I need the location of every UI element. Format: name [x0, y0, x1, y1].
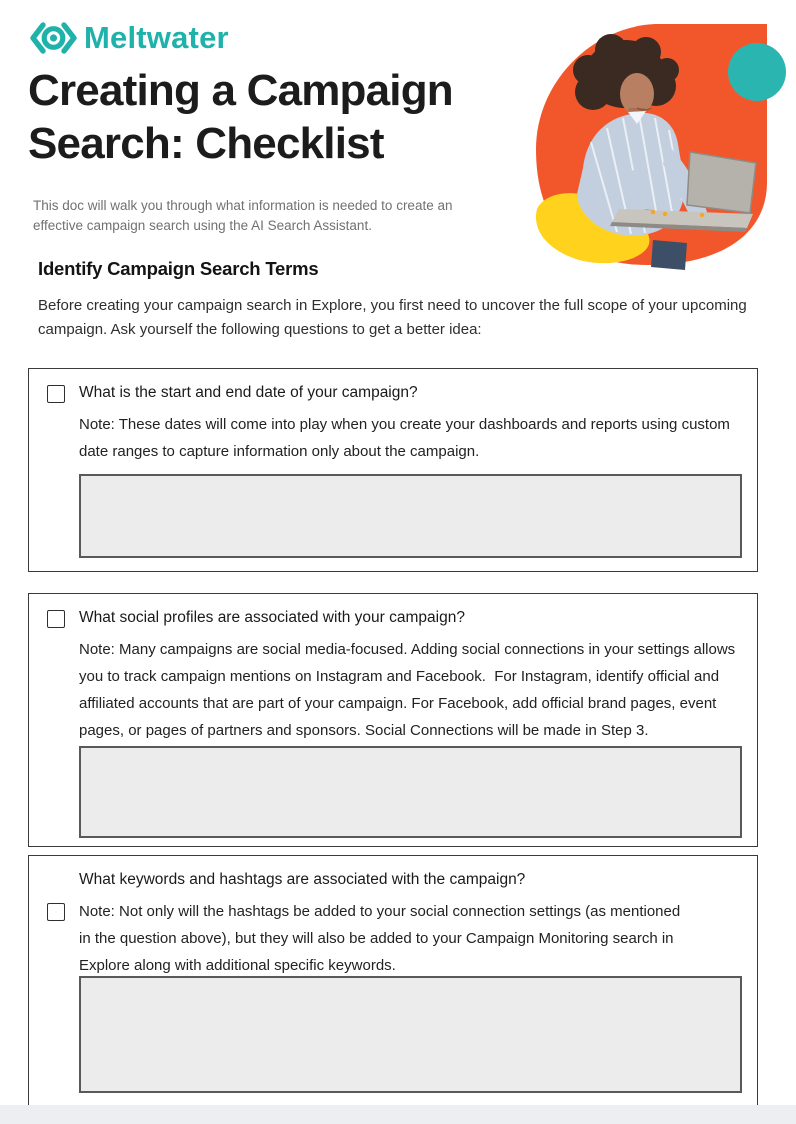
checklist-item-keywords-hashtags	[28, 855, 758, 1117]
checklist-item-dates	[28, 368, 758, 572]
checkbox[interactable]	[47, 385, 65, 403]
teal-circle-accent	[728, 43, 786, 101]
meltwater-logo	[30, 20, 229, 56]
checklist-item-content	[79, 868, 742, 979]
brand-name: Meltwater	[84, 20, 229, 55]
section-description: Before creating your campaign search in Explore, you first need to uncover the full scope of your upcoming campaign. Ask yourself the following questions to get a better idea:	[38, 297, 747, 338]
checkbox[interactable]	[47, 903, 65, 921]
intro-text: This doc will walk you through what information is needed to create an effective campaign search using the AI Search Assistant.	[33, 198, 453, 233]
checkbox[interactable]	[47, 610, 65, 628]
note-text: Note: These dates will come into play when you create your dashboards and reports using custom date ranges to capture information only about the campaign.	[79, 416, 735, 460]
answer-area[interactable]	[79, 746, 742, 838]
note-text: Note: Many campaigns are social media-focused. Adding social connections in your settings allows you to track campaign mentions on Instagram and Facebook. For Instagram, identify official and affiliated accounts that are part of your campaign. For Facebook, add official brand pages, event pages, or pages of partners and sponsors. Social Connections will be made in Step 3.	[79, 641, 740, 739]
question-text: What keywords and hashtags are associated with the campaign?	[79, 871, 526, 888]
checklist-item-content	[79, 606, 742, 744]
page-title: Creating a Campaign Search: Checklist	[28, 66, 453, 168]
checklist-item-content	[79, 381, 742, 465]
question-text: What is the start and end date of your campaign?	[79, 384, 418, 401]
page-bottom-edge	[0, 1105, 796, 1124]
note-text: Note: Not only will the hashtags be added to your social connection settings (as mentioned in the question above), but they will also be added to your Campaign Monitoring search in Explore along with additional specific keywords.	[79, 903, 685, 974]
section-heading: Identify Campaign Search Terms	[38, 258, 319, 279]
answer-area[interactable]	[79, 976, 742, 1093]
answer-area[interactable]	[79, 474, 742, 558]
question-text: What social profiles are associated with your campaign?	[79, 609, 465, 626]
meltwater-eye-icon	[30, 21, 77, 55]
checklist-item-social-profiles	[28, 593, 758, 847]
